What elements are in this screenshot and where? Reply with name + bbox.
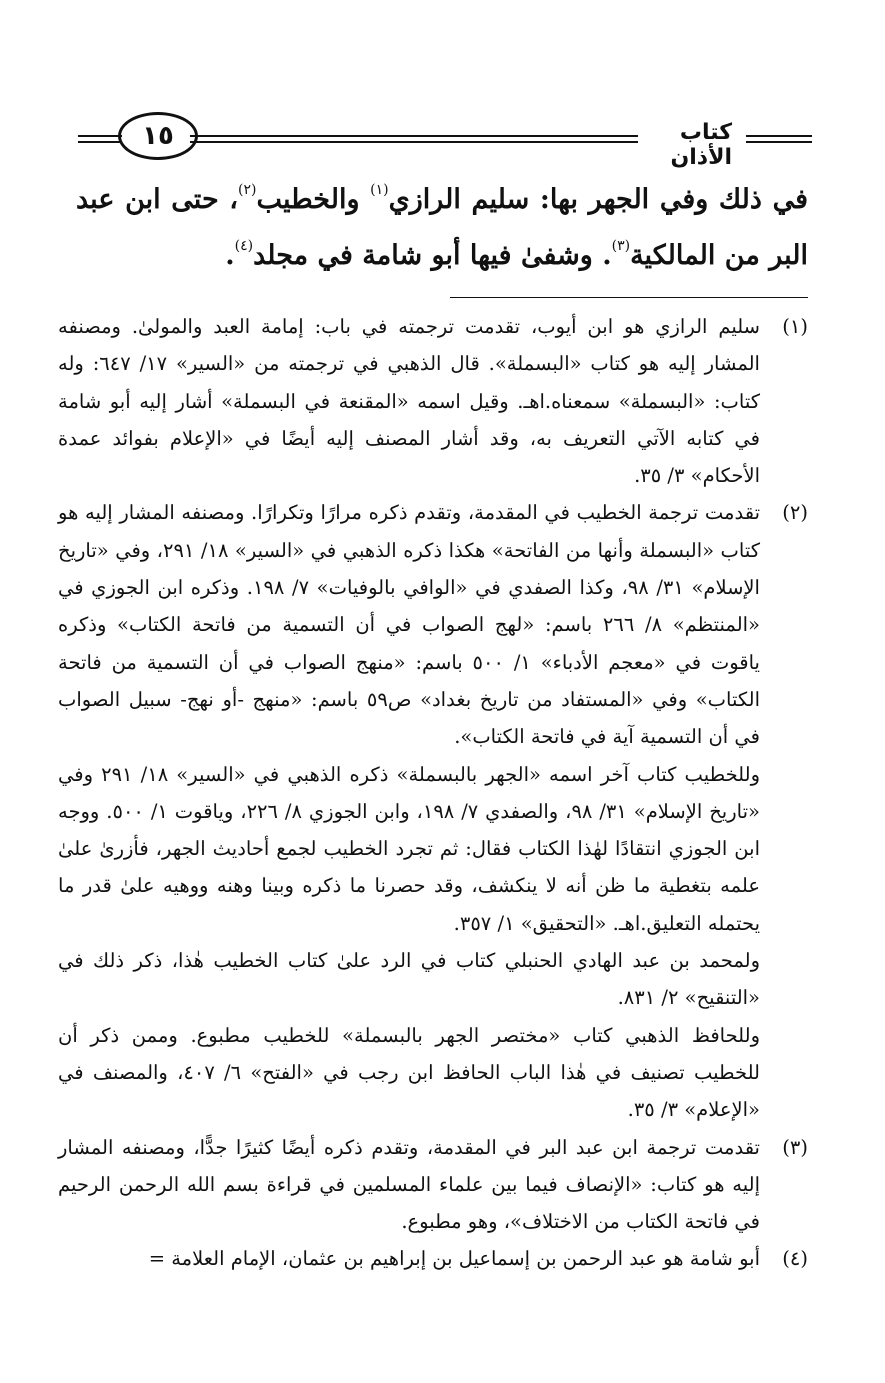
main-text-part: ، حتى ابن عبد البر من المالكية bbox=[76, 184, 808, 271]
footnote-separator bbox=[450, 297, 808, 298]
footnote-paragraph: تقدمت ترجمة الخطيب في المقدمة، وتقدم ذكره مرارًا وتكرارًا. ومصنفه المشار إليه هو كتاب «البسملة وأنها من الفاتحة» هكذا ذكره الذهبي في «السير» ١٨/ ٢٩١، وفي «تاريخ الإسلام» ٣١/ ٩٨، وكذا الصفدي في «الوافي بالوفيات» ٧/ ١٩٨. وذكره ابن الجوزي في «المنتظم» ٨/ ٢٦٦ باسم: «لهج الصواب في أن التسمية من فاتحة الكتاب» وذكره ياقوت في «معجم الأدباء» ١/ ٥٠٠ باسم: «منهج الصواب في أن التسمية من فاتحة الكتاب» وفي «المستفاد من تاريخ بغداد» ص٥٩ باسم: «منهج -أو نهج- سبيل الصواب في أن التسمية آية في فاتحة الكتاب». bbox=[58, 501, 760, 749]
footnote-paragraph: أبو شامة هو عبد الرحمن بن إسماعيل بن إبراهيم بن عثمان، الإمام العلامة = bbox=[148, 1247, 760, 1271]
footnote-1 bbox=[58, 308, 808, 494]
footnotes bbox=[58, 308, 808, 1278]
footnote-paragraph: وللخطيب كتاب آخر اسمه «الجهر بالبسملة» ذكره الذهبي في «السير» ١٨/ ٢٩١ وفي «تاريخ الإسلام» ٣١/ ٩٨، والصفدي ٧/ ١٩٨، وابن الجوزي ٨/ ٢٢٦، وياقوت ١/ ٥٠٠. ووجه ابن الجوزي انتقادًا لهٰذا الكتاب فقال: ثم تجرد الخطيب لجمع أحاديث الجهر، فأزرىٰ علىٰ علمه بتغطية ما ظن أنه لا ينكشف، وقد حصرنا ما ذكره وبينا وهنه ووهيه علىٰ قدر ما يحتمله التعليق.اهـ. «التحقيق» ١/ ٣٥٧. bbox=[58, 762, 760, 935]
footnote-paragraph: ولمحمد بن عبد الهادي الحنبلي كتاب في الرد علىٰ كتاب الخطيب هٰذا، ذكر ذلك في «التنقيح» ٢/ ٨٣١. bbox=[58, 949, 760, 1010]
footnote-body bbox=[58, 308, 760, 494]
footnote-body bbox=[58, 1129, 760, 1241]
footnote-ref-4: (٤) bbox=[234, 238, 254, 254]
footnote-ref-1: (١) bbox=[370, 182, 389, 198]
footnote-number: (٣) bbox=[782, 1135, 808, 1159]
footnote-4 bbox=[58, 1240, 808, 1277]
main-text-part: والخطيب bbox=[256, 184, 371, 215]
footnote-paragraph: وللحافظ الذهبي كتاب «مختصر الجهر بالبسملة» للخطيب مطبوع. وممن ذكر أن للخطيب تصنيف في هٰذا الباب الحافظ ابن رجب في «الفتح» ٦/ ٤٠٧، والمصنف في «الإعلام» ٣/ ٣٥. bbox=[58, 1023, 760, 1122]
page-header bbox=[78, 108, 812, 168]
main-text bbox=[76, 172, 808, 284]
footnote-ref-3: (٣) bbox=[611, 238, 631, 254]
footnote-paragraph: سليم الرازي هو ابن أيوب، تقدمت ترجمته في باب: إمامة العبد والمولىٰ. ومصنفه المشار إليه هو كتاب «البسملة». قال الذهبي في ترجمته من «السير» ١٧/ ٦٤٧: وله كتاب: «البسملة» سمعناه.اهـ. وقيل اسمه «المقنعة في البسملة» أشار إليه أبو شامة في كتابه الآتي التعريف به، وقد أشار المصنف إليه أيضًا في «الإعلام بفوائد عمدة الأحكام» ٣/ ٣٥. bbox=[58, 315, 760, 488]
header-rule-left bbox=[78, 135, 122, 143]
main-text-part: في ذلك وفي الجهر بها: سليم الرازي bbox=[388, 184, 808, 215]
page-number: ١٥ bbox=[118, 112, 198, 160]
footnote-number: (٤) bbox=[782, 1247, 808, 1271]
header-rule-right bbox=[746, 135, 812, 143]
footnote-3 bbox=[58, 1129, 808, 1241]
footnote-2 bbox=[58, 494, 808, 1128]
running-title: كتاب الأذان bbox=[670, 120, 732, 170]
footnote-body bbox=[58, 1240, 760, 1277]
header-rule-middle bbox=[190, 135, 638, 143]
footnote-number: (٢) bbox=[782, 501, 808, 525]
footnote-body bbox=[58, 494, 760, 1128]
footnote-number: (١) bbox=[782, 315, 808, 338]
footnote-paragraph: تقدمت ترجمة ابن عبد البر في المقدمة، وتقدم ذكره أيضًا كثيرًا جدًّا، ومصنفه المشار إليه هو كتاب: «الإنصاف فيما بين علماء المسلمين في قراءة بسم الله الرحمن الرحيم في فاتحة الكتاب من الاختلاف»، وهو مطبوع. bbox=[58, 1135, 760, 1234]
main-text-part: . وشفىٰ فيها أبو شامة في مجلد bbox=[253, 240, 612, 271]
main-text-part: . bbox=[225, 240, 235, 271]
footnote-ref-2: (٢) bbox=[238, 182, 257, 198]
